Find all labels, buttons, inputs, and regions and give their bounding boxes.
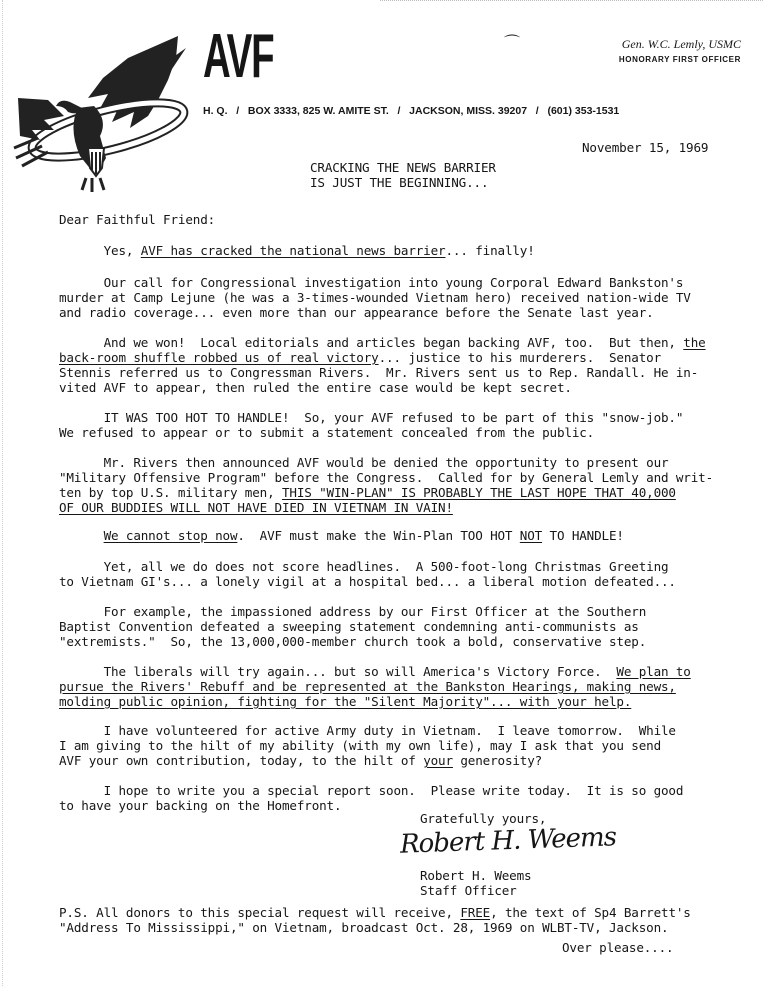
p1-text: Yes, — [59, 243, 141, 258]
p6-text: . AVF must make the Win-Plan TOO HOT — [237, 528, 520, 543]
p9-underlined: molding public opinion, fighting for the "Silent Majority"... with your help. — [59, 694, 632, 709]
p10-line: I have volunteered for active Army duty in Vietnam. I leave tomorrow. While — [59, 723, 676, 738]
mark-glyph: ⌒ — [504, 35, 521, 52]
p3-text: And we won! Local editorials and articles began backing AVF, too. But then, — [59, 335, 684, 350]
p5-line: "Military Offensive Program" before the Congress. Called for by General Lemly and writ- — [59, 470, 714, 485]
paragraph-6 — [59, 528, 729, 543]
p6-underlined: We cannot stop now — [103, 528, 238, 543]
p7-line: to Vietnam GI's... a lonely vigil at a hospital bed... a liberal motion defeated... — [59, 574, 676, 589]
p6-indent — [59, 528, 104, 543]
signer-name: Robert H. Weems — [420, 868, 532, 883]
page-left-edge — [2, 0, 3, 986]
paragraph-9 — [59, 664, 729, 709]
p1-text-end: ... finally! — [445, 243, 535, 258]
p2-line: Our call for Congressional investigation into young Corporal Edward Bankston's — [59, 275, 684, 290]
closing: Gratefully yours, — [420, 811, 547, 826]
eagle-seal-logo — [8, 28, 193, 193]
p5-underlined: OF OUR BUDDIES WILL NOT HAVE DIED IN VIETNAM IN VAIN! — [59, 500, 453, 515]
headline-line-1: CRACKING THE NEWS BARRIER — [310, 160, 496, 175]
paragraph-8 — [59, 604, 729, 649]
p8-line: For example, the impassioned address by our First Officer at the Southern — [59, 604, 647, 619]
ps-text-end: , the text of Sp4 Barrett's — [490, 905, 691, 920]
officer-title: HONORARY FIRST OFFICER — [618, 55, 741, 64]
p3-text: ... justice to his murderers. Senator — [378, 350, 662, 365]
p4-line: IT WAS TOO HOT TO HANDLE! So, your AVF refused to be part of this "snow-job." — [59, 410, 684, 425]
p2-line: murder at Camp Lejune (he was a 3-times-wounded Vietnam hero) received nation-wide TV — [59, 290, 691, 305]
postscript — [59, 905, 729, 935]
paragraph-2 — [59, 275, 729, 320]
paragraph-10 — [59, 723, 729, 768]
paragraph-4 — [59, 410, 729, 440]
p1-underlined: AVF has cracked the national news barrier — [140, 243, 446, 258]
paragraph-11 — [59, 783, 729, 813]
p6-underlined-not: NOT — [519, 528, 543, 543]
letter-date: November 15, 1969 — [582, 140, 709, 155]
p8-line: "extremists." So, the 13,000,000-member church took a bold, conservative step. — [59, 634, 647, 649]
p10-line: I am giving to the hilt of my ability (with my own life), may I ask that you send — [59, 738, 661, 753]
p10-text: AVF your own contribution, today, to the hilt of — [59, 753, 424, 768]
p3-line: vited AVF to appear, then ruled the entire case would be kept secret. — [59, 380, 572, 395]
p3-underlined: the — [683, 335, 706, 350]
p9-text: The liberals will try again... but so will America's Victory Force. — [59, 664, 617, 679]
officer-name: Gen. W.C. Lemly, USMC — [621, 37, 741, 51]
paragraph-5 — [59, 455, 729, 515]
handwritten-signature: Robert H. Weems — [399, 822, 617, 860]
p10-text-end: generosity? — [452, 753, 543, 768]
p6-text-end: TO HANDLE! — [542, 528, 624, 543]
p11-line: to have your backing on the Homefront. — [59, 798, 342, 813]
salutation: Dear Faithful Friend: — [59, 212, 216, 227]
page-top-edge — [380, 0, 763, 1]
paragraph-7 — [59, 559, 729, 589]
ps-line-2: "Address To Mississippi," on Vietnam, broadcast Oct. 28, 1969 on WLBT-TV, Jackson. — [59, 920, 669, 935]
p3-underlined: back-room shuffle robbed us of real victory — [59, 350, 379, 365]
ps-text: P.S. All donors to this special request will receive, — [59, 905, 461, 920]
logo-wordmark: AVF — [203, 22, 274, 91]
p3-line: Stennis referred us to Congressman Rivers. Mr. Rivers sent us to Rep. Randall. He in- — [59, 365, 699, 380]
paragraph-1 — [59, 243, 729, 258]
p5-underlined: THIS "WIN-PLAN" IS PROBABLY THE LAST HOPE THAT 40,000 — [281, 485, 676, 500]
p4-line: We refused to appear or to submit a statement concealed from the public. — [59, 425, 595, 440]
p5-line: Mr. Rivers then announced AVF would be denied the opportunity to present our — [59, 455, 669, 470]
p8-line: Baptist Convention defeated a sweeping statement condemning anti-communists as — [59, 619, 639, 634]
footer-over-please: Over please.... — [562, 940, 674, 955]
paragraph-3 — [59, 335, 729, 395]
p2-line: and radio coverage... even more than our appearance before the Senate last year. — [59, 305, 654, 320]
letterhead-address: H. Q. / BOX 3333, 825 W. AMITE ST. / JACKSON, MISS. 39207 / (601) 353-1531 — [203, 105, 620, 117]
p10-underlined: your — [423, 753, 453, 768]
p11-line: I hope to write you a special report soon. Please write today. It is so good — [59, 783, 684, 798]
signer-title: Staff Officer — [420, 883, 517, 898]
p9-underlined: pursue the Rivers' Rebuff and be represented at the Bankston Hearings, making news, — [59, 679, 676, 694]
p5-text: ten by top U.S. military men, — [59, 485, 282, 500]
p7-line: Yet, all we do does not score headlines. A 500-foot-long Christmas Greeting — [59, 559, 669, 574]
p9-underlined: We plan to — [616, 664, 691, 679]
headline-line-2: IS JUST THE BEGINNING... — [310, 175, 489, 190]
ps-underlined-free: FREE — [460, 905, 491, 920]
